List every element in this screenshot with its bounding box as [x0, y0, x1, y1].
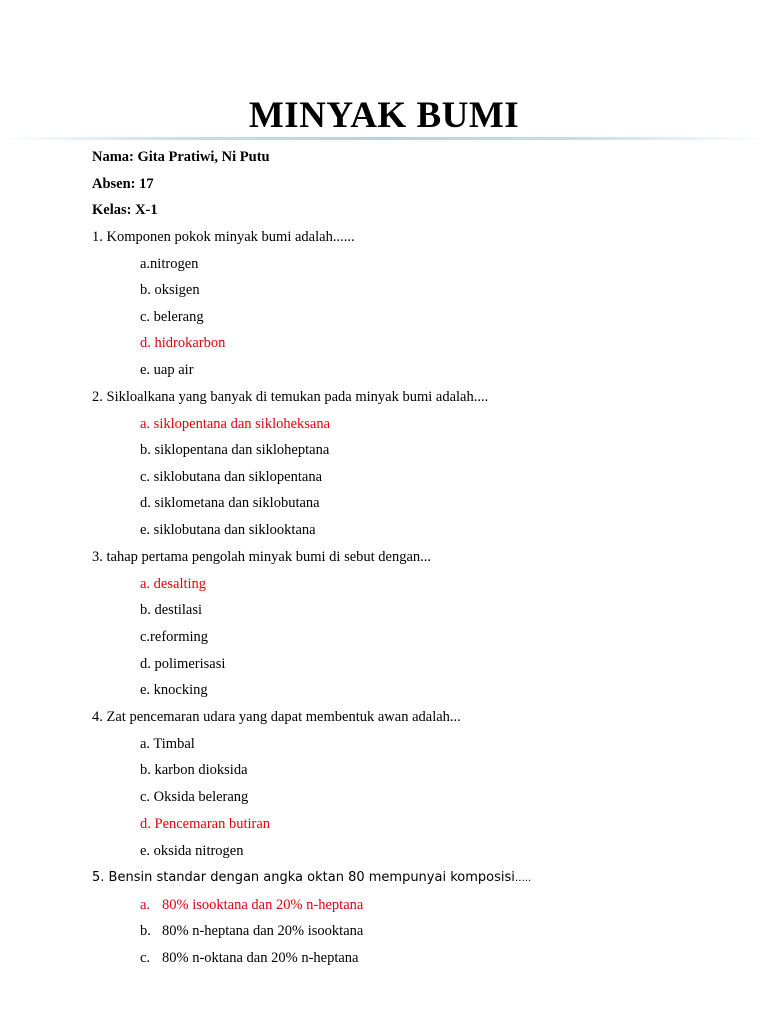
q4-option-c: c. Oksida belerang: [140, 789, 249, 805]
q5-option-c-label: c.: [140, 950, 151, 966]
student-absen: Absen: 17: [92, 176, 154, 192]
question-2: 2. Sikloalkana yang banyak di temukan pada minyak bumi adalah....: [92, 389, 489, 405]
student-kelas: Kelas: X-1: [92, 202, 158, 218]
question-5-ellipsis: …..: [514, 873, 532, 884]
question-4: 4. Zat pencemaran udara yang dapat membentuk awan adalah...: [92, 709, 461, 725]
q1-option-a: a.nitrogen: [140, 256, 199, 272]
q3-option-a-correct: a. desalting: [140, 576, 207, 592]
q2-option-a-correct: a. siklopentana dan sikloheksana: [140, 416, 331, 432]
question-5-text: 5. Bensin standar dengan angka oktan 80 mempunyai komposisi: [92, 870, 515, 885]
q2-option-d: d. siklometana dan siklobutana: [140, 495, 320, 511]
q5-option-b-label: b.: [140, 923, 151, 939]
question-3: 3. tahap pertama pengolah minyak bumi di sebut dengan...: [92, 549, 432, 565]
q4-option-a: a. Timbal: [140, 736, 195, 752]
q1-option-b: b. oksigen: [140, 282, 200, 298]
q4-option-e: e. oksida nitrogen: [140, 843, 244, 859]
q4-option-d-correct: d. Pencemaran butiran: [140, 816, 271, 832]
q2-option-b: b. siklopentana dan sikloheptana: [140, 442, 330, 458]
q5-option-c-text: 80% n-oktana dan 20% n-heptana: [162, 950, 359, 966]
q2-option-c: c. siklobutana dan siklopentana: [140, 469, 323, 485]
q3-option-b: b. destilasi: [140, 602, 203, 618]
q5-option-a-text: 80% isooktana dan 20% n-heptana: [162, 897, 364, 913]
q3-option-e: e. knocking: [140, 682, 208, 698]
q5-option-b-text: 80% n-heptana dan 20% isooktana: [162, 923, 364, 939]
q5-option-a-correct: [140, 896, 363, 914]
q5-option-c: [140, 949, 359, 967]
q3-option-c: c.reforming: [140, 629, 209, 645]
q1-option-e: e. uap air: [140, 362, 194, 378]
student-name: Nama: Gita Pratiwi, Ni Putu: [92, 149, 270, 165]
q4-option-b: b. karbon dioksida: [140, 762, 248, 778]
q5-option-a-label: a.: [140, 897, 151, 913]
question-1: 1. Komponen pokok minyak bumi adalah......: [92, 229, 355, 245]
title-divider: [0, 137, 768, 140]
q1-option-d-correct: d. hidrokarbon: [140, 335, 226, 351]
q1-option-c: c. belerang: [140, 309, 204, 325]
q3-option-d: d. polimerisasi: [140, 656, 226, 672]
q2-option-e: e. siklobutana dan siklooktana: [140, 522, 316, 538]
page-title: MINYAK BUMI: [248, 95, 520, 136]
question-5: [92, 869, 531, 888]
q5-option-b: [140, 922, 363, 940]
